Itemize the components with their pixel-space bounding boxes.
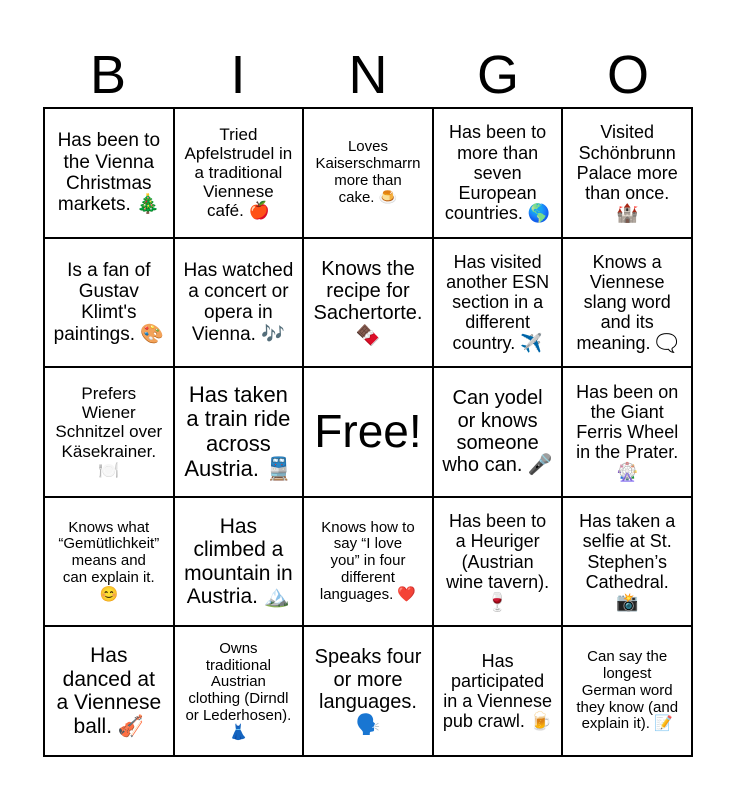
cell-text: Knows the recipe for Sachertorte. 🍫 <box>313 257 423 347</box>
header-letter-n: N <box>348 45 388 105</box>
cell-text: Visited Schönbrunn Palace more than once. 🏰 <box>576 122 678 224</box>
bingo-cell[interactable] <box>45 498 175 628</box>
cell-text: Has been on the Giant Ferris Wheel in the Prater. 🎡 <box>576 381 679 483</box>
bingo-cell[interactable] <box>45 109 175 239</box>
bingo-cell[interactable] <box>304 109 434 239</box>
bingo-cell[interactable] <box>45 239 175 369</box>
cell-text: Can yodel or knows someone who can. 🎤 <box>442 387 553 477</box>
header-letter-b: B <box>89 45 127 105</box>
free-space-label: Free! <box>314 405 422 458</box>
cell-text: Has been to the Vienna Christmas markets. 🎄 <box>57 130 161 216</box>
bingo-grid <box>43 107 693 757</box>
bingo-cell[interactable] <box>434 109 564 239</box>
cell-text: Owns traditional Austrian clothing (Dirndl or Lederhosen). 👗 <box>185 639 292 741</box>
cell-text: Has been to more than seven European countries. 🌎 <box>444 122 551 224</box>
bingo-cell[interactable] <box>175 498 305 628</box>
cell-text: Has taken a train ride across Austria. 🚆 <box>184 381 293 481</box>
cell-text: Knows how to say “I love you” in four different languages. ❤️ <box>319 518 417 603</box>
bingo-cell[interactable] <box>434 498 564 628</box>
bingo-cell[interactable] <box>563 368 693 498</box>
bingo-cell[interactable] <box>434 627 564 757</box>
cell-text: Knows what “Gemütlichkeit” means and can explain it. 😊 <box>58 518 160 603</box>
cell-text: Can say the longest German word they know (and explain it). 📝 <box>576 648 679 733</box>
cell-text: Has watched a concert or opera in Vienna. 🎶 <box>183 259 294 345</box>
header-letter-g: G <box>476 45 519 105</box>
cell-text: Has climbed a mountain in Austria. 🏔️ <box>184 514 293 609</box>
bingo-cell[interactable] <box>45 368 175 498</box>
bingo-cell[interactable] <box>175 627 305 757</box>
bingo-cell[interactable] <box>45 627 175 757</box>
bingo-cell[interactable] <box>434 368 564 498</box>
header-letter-o: O <box>606 45 649 105</box>
bingo-cell[interactable] <box>304 627 434 757</box>
bingo-cell[interactable] <box>175 368 305 498</box>
bingo-cell[interactable] <box>563 498 693 628</box>
bingo-cell[interactable] <box>175 109 305 239</box>
header-letter-i: I <box>230 45 246 105</box>
cell-text: Loves Kaiserschmarrn more than cake. 🍮 <box>315 138 421 206</box>
bingo-header <box>43 44 693 106</box>
cell-text: Speaks four or more languages. 🗣️ <box>314 646 422 736</box>
bingo-cell[interactable] <box>563 627 693 757</box>
cell-text: Is a fan of Gustav Klimt's paintings. 🎨 <box>53 259 164 345</box>
cell-text: Has visited another ESN section in a different country. ✈️ <box>446 252 550 353</box>
cell-text: Has taken a selfie at St. Stephen’s Cathedral. 📸 <box>579 511 676 612</box>
cell-text: Has danced at a Viennese ball. 🎻 <box>56 644 162 738</box>
cell-text: Knows a Viennese slang word and its meaning. 🗨️ <box>576 252 678 353</box>
cell-text: Has participated in a Viennese pub crawl. 🍺 <box>442 650 553 732</box>
cell-text: Tried Apfelstrudel in a traditional Viennese café. 🍎 <box>184 125 293 221</box>
bingo-cell[interactable] <box>175 239 305 369</box>
cell-text: Has been to a Heuriger (Austrian wine tavern). 🍷 <box>446 511 550 612</box>
bingo-cell[interactable] <box>563 109 693 239</box>
bingo-cell[interactable] <box>434 239 564 369</box>
bingo-cell[interactable] <box>304 498 434 628</box>
bingo-cell[interactable] <box>304 239 434 369</box>
free-cell[interactable] <box>304 368 434 498</box>
cell-text: Prefers Wiener Schnitzel over Käsekrainer. 🍽️ <box>55 384 163 480</box>
bingo-cell[interactable] <box>563 239 693 369</box>
